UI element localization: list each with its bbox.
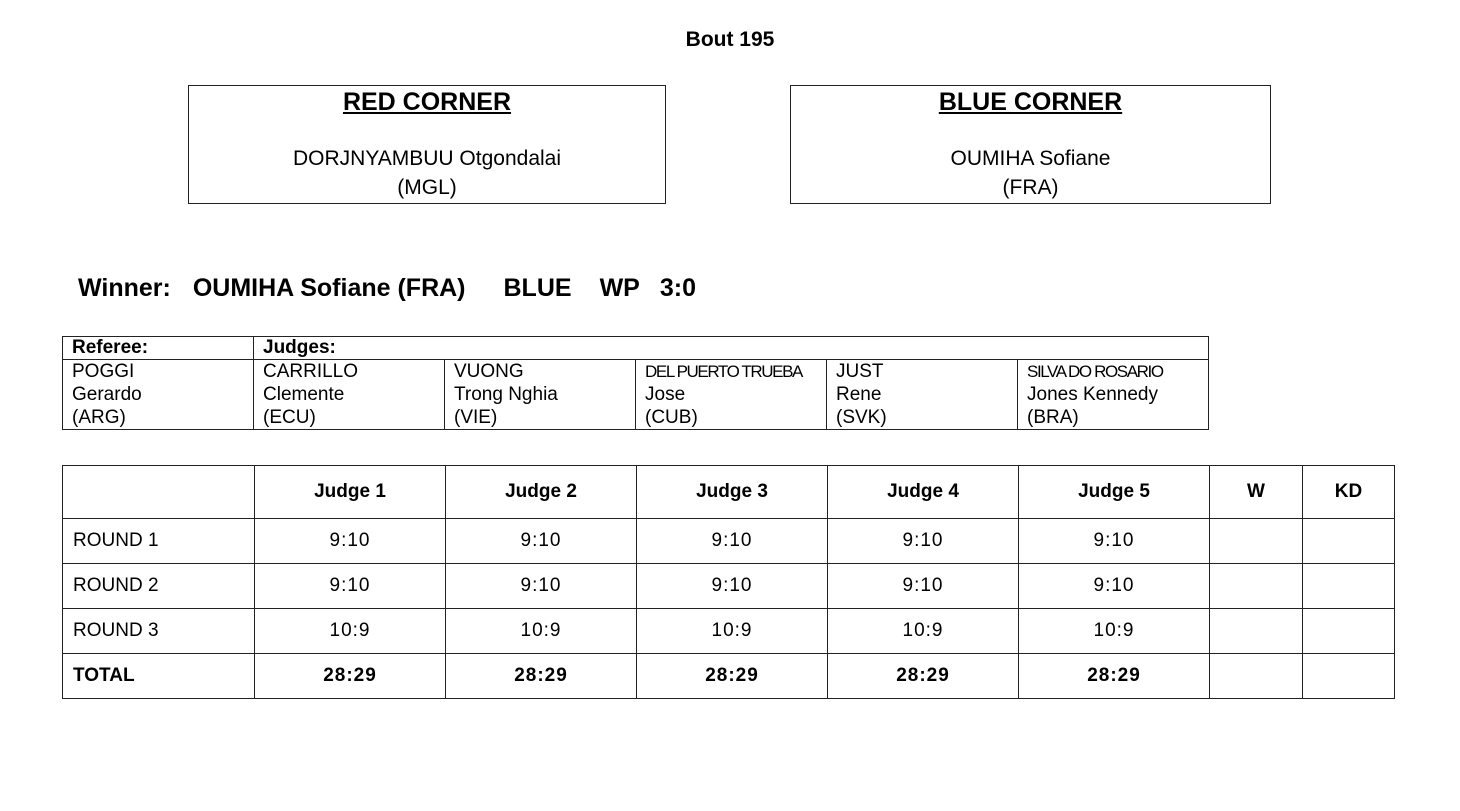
winner-score: 3:0 <box>659 274 696 302</box>
referee-nationality: (ARG) <box>72 407 126 428</box>
header-judge-4: Judge 4 <box>828 466 1019 519</box>
judge-given-name: Rene <box>836 384 882 405</box>
officials-table <box>62 336 1209 430</box>
header-warnings: W <box>1210 466 1303 519</box>
score-cell: 9:10 <box>1019 564 1210 609</box>
score-cell: 9:10 <box>446 519 637 564</box>
winner-method: WP <box>599 274 640 302</box>
judge-2-cell <box>445 360 636 430</box>
score-cell: 10:9 <box>828 609 1019 654</box>
referee-given-name: Gerardo <box>72 384 142 405</box>
total-score-cell: 28:29 <box>637 654 828 699</box>
round-label: ROUND 2 <box>63 564 255 609</box>
knockdowns-cell <box>1303 609 1395 654</box>
blue-corner-box <box>790 85 1271 204</box>
judge-nationality: (ECU) <box>263 407 316 428</box>
score-cell: 10:9 <box>446 609 637 654</box>
blue-corner-heading: BLUE CORNER <box>938 88 1123 116</box>
winner-line <box>78 274 696 303</box>
judge-given-name: Trong Nghia <box>454 384 558 405</box>
total-score-cell: 28:29 <box>828 654 1019 699</box>
scores-table <box>62 465 1395 699</box>
score-cell: 9:10 <box>255 564 446 609</box>
knockdowns-cell <box>1303 564 1395 609</box>
header-judge-3: Judge 3 <box>637 466 828 519</box>
warnings-cell <box>1210 609 1303 654</box>
total-label: TOTAL <box>63 654 255 699</box>
header-judge-1: Judge 1 <box>255 466 446 519</box>
red-corner-heading: RED CORNER <box>342 88 512 116</box>
judge-surname: VUONG <box>454 361 524 382</box>
warnings-cell <box>1210 519 1303 564</box>
knockdowns-cell <box>1303 654 1395 699</box>
header-judge-2: Judge 2 <box>446 466 637 519</box>
round-1-row <box>63 519 1395 564</box>
score-cell: 9:10 <box>637 519 828 564</box>
judge-nationality: (CUB) <box>645 407 698 428</box>
judge-surname: JUST <box>836 361 884 382</box>
header-knockdowns: KD <box>1303 466 1395 519</box>
header-blank <box>63 466 255 519</box>
referee-surname: POGGI <box>72 361 135 382</box>
judge-nationality: (VIE) <box>454 407 498 428</box>
judge-3-cell <box>636 360 827 430</box>
score-cell: 9:10 <box>1019 519 1210 564</box>
referee-header: Referee: <box>63 337 254 360</box>
judge-given-name: Jose <box>645 384 686 405</box>
judge-5-cell <box>1018 360 1209 430</box>
score-cell: 9:10 <box>828 519 1019 564</box>
total-score-cell: 28:29 <box>255 654 446 699</box>
winner-corner-color: BLUE <box>503 274 572 302</box>
round-2-row <box>63 564 1395 609</box>
winner-name: OUMIHA Sofiane (FRA) <box>192 274 466 302</box>
blue-corner-nationality: (FRA) <box>1002 176 1059 199</box>
judge-nationality: (BRA) <box>1027 407 1079 428</box>
score-cell: 10:9 <box>1019 609 1210 654</box>
score-cell: 9:10 <box>637 564 828 609</box>
judge-surname: SILVA DO ROSARIO <box>1027 362 1163 381</box>
round-label: ROUND 3 <box>63 609 255 654</box>
total-row <box>63 654 1395 699</box>
judge-surname: CARRILLO <box>263 361 359 382</box>
score-cell: 10:9 <box>255 609 446 654</box>
red-corner-boxer-name: DORJNYAMBUU Otgondalai <box>292 147 562 170</box>
judge-1-cell <box>254 360 445 430</box>
referee-cell <box>63 360 254 430</box>
judge-given-name: Clemente <box>263 384 345 405</box>
header-judge-5: Judge 5 <box>1019 466 1210 519</box>
judge-surname: DEL PUERTO TRUEBA <box>645 362 802 381</box>
total-score-cell: 28:29 <box>446 654 637 699</box>
total-score-cell: 28:29 <box>1019 654 1210 699</box>
round-3-row <box>63 609 1395 654</box>
score-cell: 10:9 <box>637 609 828 654</box>
score-cell: 9:10 <box>255 519 446 564</box>
red-corner-box <box>188 85 666 204</box>
blue-corner-boxer-name: OUMIHA Sofiane <box>950 147 1111 170</box>
judges-header: Judges: <box>254 337 1209 360</box>
score-cell: 9:10 <box>828 564 1019 609</box>
red-corner-nationality: (MGL) <box>397 176 457 199</box>
round-label: ROUND 1 <box>63 519 255 564</box>
winner-label: Winner: <box>78 274 171 302</box>
judge-4-cell <box>827 360 1018 430</box>
scores-header-row <box>63 466 1395 519</box>
knockdowns-cell <box>1303 519 1395 564</box>
bout-title: Bout 195 <box>685 28 775 51</box>
judge-given-name: Jones Kennedy <box>1027 384 1158 405</box>
score-cell: 9:10 <box>446 564 637 609</box>
warnings-cell <box>1210 654 1303 699</box>
warnings-cell <box>1210 564 1303 609</box>
judge-nationality: (SVK) <box>836 407 887 428</box>
